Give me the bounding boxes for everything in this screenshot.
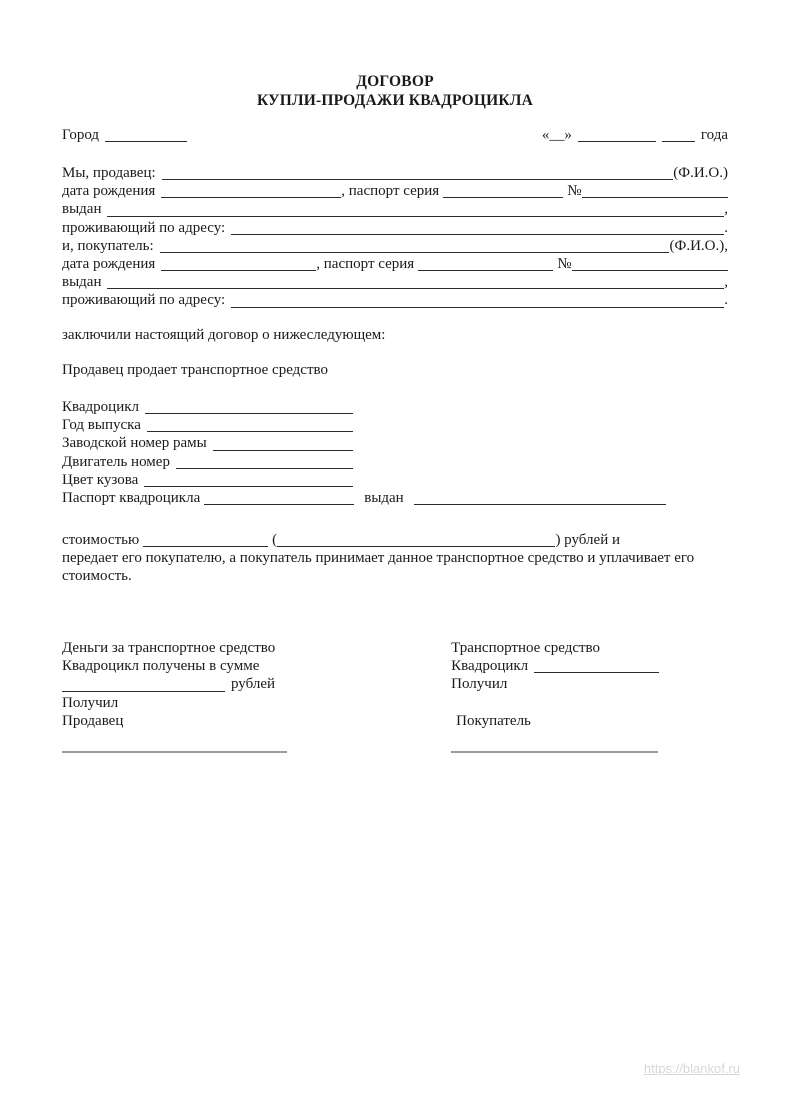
- buyer-passport-number-sign: №: [557, 256, 572, 273]
- date-year-label: года: [700, 127, 728, 143]
- city-label: Город: [62, 127, 100, 143]
- date-month-blank: [578, 126, 656, 142]
- buyer-role-label: Покупатель: [456, 712, 531, 729]
- buyer-address-period: .: [724, 292, 728, 309]
- vehicle-year-line: [62, 416, 353, 434]
- buyer-signature-column: [451, 639, 728, 753]
- concluded-statement: заключили настоящий договор о нижеследующем:: [62, 327, 386, 343]
- seller-passport-number-sign: №: [567, 183, 582, 200]
- buyer-passport-line: [62, 255, 728, 273]
- price-words-blank: [277, 531, 555, 547]
- source-website-link[interactable]: https://blankof.ru: [643, 1061, 740, 1076]
- vehicle-color-line: [62, 471, 353, 489]
- seller-passport-line: [62, 182, 728, 200]
- city-date-row: [62, 126, 728, 144]
- buyer-name-blank: [160, 237, 670, 253]
- seller-issued-label: выдан: [62, 201, 102, 218]
- seller-role-label: Продавец: [62, 712, 124, 729]
- document-title: [0, 72, 790, 110]
- seller-name-blank: [162, 164, 674, 180]
- city-line: [62, 126, 187, 144]
- signature-columns: [62, 639, 728, 753]
- buyer-address-line: [62, 291, 728, 309]
- parties-block: [62, 164, 728, 310]
- price-close-paren: ) рублей и: [555, 532, 620, 548]
- vehicle-color-label: Цвет кузова: [62, 471, 139, 488]
- buyer-signature-line: [451, 749, 658, 753]
- seller-issued-line: [62, 200, 728, 218]
- seller-intro-line: [62, 164, 728, 182]
- seller-fio-note: (Ф.И.О.): [673, 165, 728, 181]
- price-digits-blank: [143, 531, 268, 547]
- seller-intro-label: Мы, продавец:: [62, 165, 156, 181]
- city-blank: [105, 126, 187, 142]
- price-open-paren: (: [272, 532, 278, 548]
- buyer-quad-blank: [534, 657, 659, 673]
- buyer-intro-label: и, покупатель:: [62, 237, 154, 254]
- seller-address-line: [62, 219, 728, 237]
- vehicle-frame-label: Заводской номер рамы: [62, 435, 207, 452]
- vehicle-passport-blank: [204, 489, 354, 505]
- vehicle-passport-label: Паспорт квадроцикла: [62, 490, 201, 507]
- vehicle-engine-blank: [176, 453, 353, 469]
- buyer-issued-comma: ,: [724, 274, 728, 291]
- price-transfer-line: передает его покупателю, а покупатель принимает данное транспортное средство и уплачивает его: [62, 550, 695, 567]
- buyer-vehicle-line1: Транспортное средство: [451, 640, 601, 656]
- document-title-line2: КУПЛИ-ПРОДАЖИ КВАДРОЦИКЛА: [257, 92, 533, 109]
- seller-sum-line: [62, 675, 398, 693]
- buyer-birth-date-label: дата рождения: [62, 256, 156, 273]
- vehicle-engine-label: Двигатель номер: [62, 453, 170, 470]
- seller-address-label: проживающий по адресу:: [62, 219, 226, 236]
- seller-passport-series-label: , паспорт серия: [341, 183, 440, 200]
- vehicle-year-label: Год выпуска: [62, 417, 141, 434]
- vehicle-details-block: [62, 398, 728, 507]
- seller-rubles-label: рублей: [231, 676, 276, 693]
- seller-passport-number-blank: [582, 182, 729, 198]
- vehicle-color-blank: [144, 471, 353, 487]
- buyer-intro-line: [62, 237, 728, 255]
- buyer-quad-line: [451, 657, 728, 675]
- price-block: [62, 531, 728, 586]
- buyer-issued-blank: [107, 273, 724, 289]
- buyer-address-label: проживающий по адресу:: [62, 292, 226, 309]
- seller-address-period: .: [724, 219, 728, 236]
- buyer-quad-label: Квадроцикл: [451, 658, 529, 675]
- vehicle-quad-line: [62, 398, 353, 416]
- vehicle-passport-issued-label: выдан: [364, 490, 404, 507]
- buyer-passport-series-label: , паспорт серия: [316, 256, 415, 273]
- date-day-quotes: «__»: [541, 127, 572, 143]
- price-cost-word-line: стоимость.: [62, 568, 132, 585]
- buyer-passport-number-blank: [572, 255, 729, 271]
- buyer-passport-series-blank: [418, 255, 553, 271]
- buyer-fio-note: (Ф.И.О.),: [669, 237, 728, 254]
- date-year-blank: [662, 126, 695, 142]
- vehicle-year-blank: [147, 416, 353, 432]
- buyer-received-label: Получил: [451, 676, 508, 693]
- buyer-address-blank: [231, 291, 724, 307]
- seller-money-line1: Деньги за транспортное средство: [62, 640, 276, 656]
- seller-signature-line: [62, 749, 287, 753]
- buyer-issued-line: [62, 273, 728, 291]
- seller-received-label: Получил: [62, 694, 119, 711]
- seller-passport-series-blank: [443, 182, 563, 198]
- seller-sum-blank: [62, 675, 225, 691]
- vehicle-frame-line: [62, 434, 353, 452]
- sells-statement: Продавец продает транспортное средство: [62, 362, 328, 378]
- buyer-issued-label: выдан: [62, 274, 102, 291]
- seller-birth-date-label: дата рождения: [62, 183, 156, 200]
- vehicle-passport-line: [62, 489, 666, 507]
- document-title-line1: ДОГОВОР: [356, 73, 434, 90]
- seller-birth-date-blank: [161, 182, 341, 198]
- seller-money-line2: Квадроцикл получены в сумме: [62, 658, 260, 675]
- vehicle-quad-label: Квадроцикл: [62, 399, 140, 415]
- buyer-birth-date-blank: [161, 255, 316, 271]
- seller-address-blank: [231, 219, 724, 235]
- vehicle-quad-blank: [145, 398, 353, 414]
- price-amount-line: [62, 531, 620, 549]
- seller-issued-blank: [107, 200, 724, 216]
- seller-issued-comma: ,: [724, 201, 728, 218]
- vehicle-engine-line: [62, 453, 353, 471]
- price-cost-label: стоимостью: [62, 532, 140, 548]
- vehicle-passport-issued-blank: [414, 489, 666, 505]
- vehicle-frame-blank: [213, 434, 353, 450]
- seller-signature-column: [62, 639, 398, 753]
- date-line: [542, 126, 728, 144]
